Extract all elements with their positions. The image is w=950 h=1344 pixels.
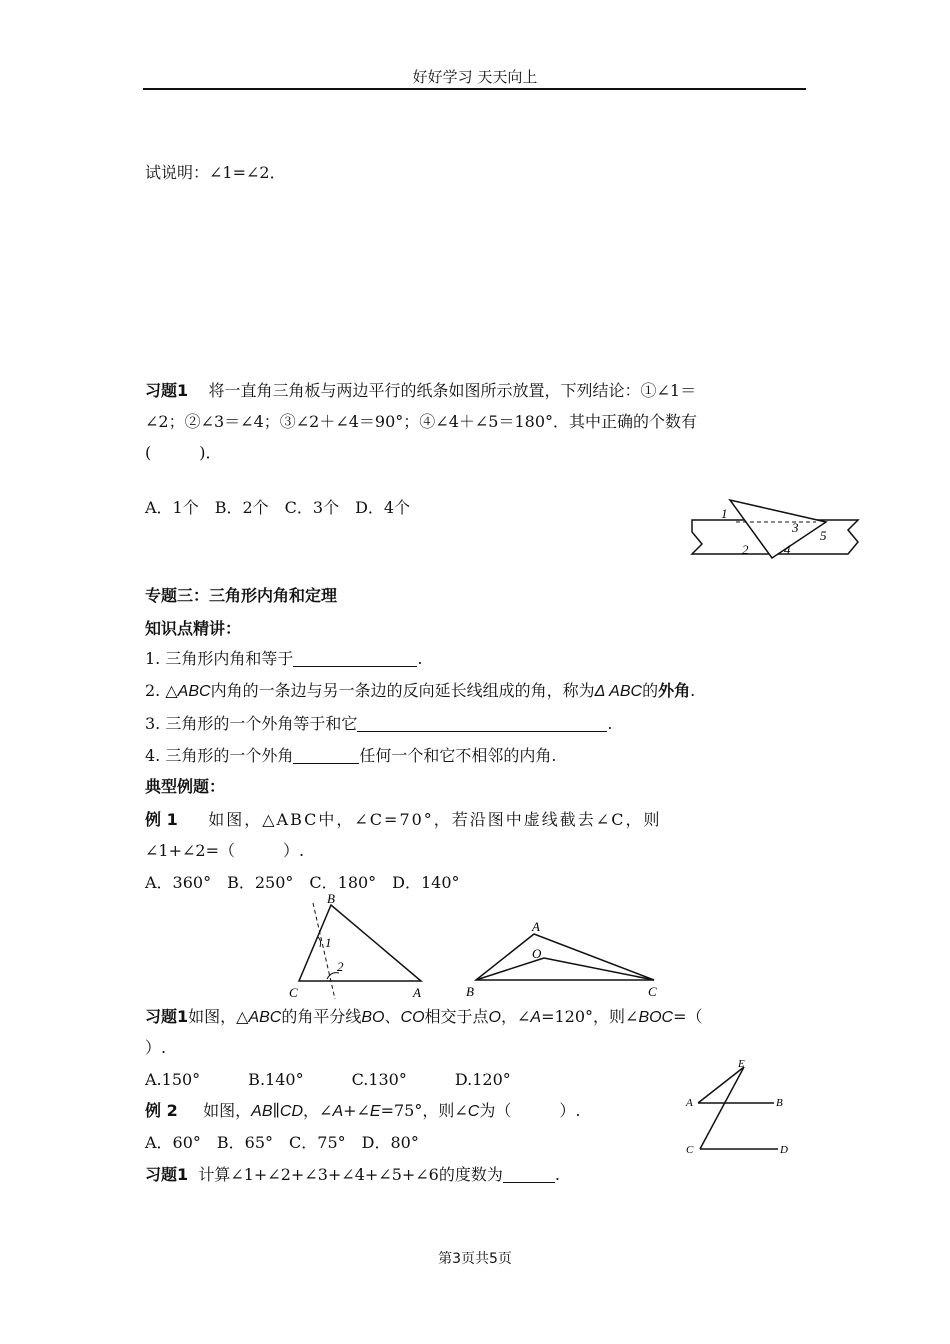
exercise1b-label: 习题1 xyxy=(145,1007,189,1026)
ex2-cd: CD xyxy=(279,1103,304,1120)
header-rule xyxy=(143,88,806,90)
ex1b-bo: BO xyxy=(361,1009,385,1026)
knowledge-point-3 xyxy=(145,713,612,735)
knowledge-point-4 xyxy=(145,745,556,767)
kp1-end: . xyxy=(417,649,423,668)
ex1b-b: 的角平分线 xyxy=(281,1007,362,1026)
kp3-end: . xyxy=(607,714,613,733)
fig-ex1b-B: B xyxy=(466,984,474,999)
ex1b-o: O xyxy=(488,1009,501,1026)
fig-ex1b-C: C xyxy=(648,984,657,999)
kp2-c: 的 xyxy=(642,681,659,700)
exercise1-options: A．1个 B．2个 C．3个 D．4个 xyxy=(145,498,411,517)
fig-ex1-angle2: 2 xyxy=(337,959,344,974)
fig-ex1-label-5: 5 xyxy=(820,528,827,543)
fig-ex1b-O: O xyxy=(532,946,542,961)
knowledge-point-2 xyxy=(145,680,695,703)
fig-ex1-B: B xyxy=(327,893,335,906)
bisector-triangle-figure xyxy=(460,918,670,1000)
ex2-e: E xyxy=(369,1103,381,1120)
ex1b-d: ，∠ xyxy=(500,1007,531,1026)
ex1b-sep: 、 xyxy=(384,1007,401,1026)
exercise1c-line xyxy=(145,1164,560,1186)
fig-ex1-label-2: 2 xyxy=(742,542,749,557)
exercise1c-blank xyxy=(503,1166,555,1183)
example2-label: 例 2 xyxy=(145,1101,178,1120)
example1-line2: ∠1+∠2=（ ）. xyxy=(145,841,305,860)
parallel-lines-figure xyxy=(682,1055,802,1157)
kp3-text: 3. 三角形的一个外角等于和它 xyxy=(145,714,358,733)
kp4-a: 4. 三角形的一个外角 xyxy=(145,746,294,765)
ex2-c: =75°，则∠ xyxy=(380,1101,468,1120)
kp2-bold: 外角 xyxy=(658,681,691,700)
ex1b-aa: A xyxy=(530,1009,542,1026)
ex2-b: ，∠ xyxy=(303,1101,333,1120)
knowledge-title: 知识点精讲： xyxy=(145,619,242,638)
ruler-triangle-figure xyxy=(688,498,868,562)
fig-ex1-angle1: 1 xyxy=(325,935,332,950)
kp1-blank xyxy=(293,650,417,667)
ex2-plus: +∠ xyxy=(343,1101,370,1120)
kp2-abc: ABC xyxy=(177,683,211,700)
fig-ex1-label-3: 3 xyxy=(792,520,799,535)
example1-text1: 如图，△ABC中，∠C=70°，若沿图中虚线截去∠C，则 xyxy=(208,810,662,829)
example1-label: 例 1 xyxy=(145,810,178,829)
ex1b-co: CO xyxy=(400,1009,425,1026)
fig-ex2-E: E xyxy=(738,1058,745,1070)
page-header: 好好学习 天天向上 xyxy=(412,68,538,86)
ex1b-f: =（ xyxy=(673,1007,703,1026)
ex1b-e: =120°，则∠ xyxy=(541,1007,639,1026)
ex1b-abc: ABC xyxy=(248,1009,282,1026)
exercise1-text1: 将一直角三角板与两边平行的纸条如图所示放置，下列结论：①∠1＝ xyxy=(208,381,697,400)
exercise1-line3: ( )． xyxy=(145,443,222,462)
fig-ex1b-A: A xyxy=(532,919,540,934)
kp2-end: . xyxy=(690,681,696,700)
proof-prompt: 试说明：∠1=∠2． xyxy=(145,163,286,182)
exercise1b-options: A.150° B.140° C.130° D.120° xyxy=(145,1070,511,1089)
kp4-blank xyxy=(293,747,359,764)
exercise1b-line1 xyxy=(145,1006,703,1029)
ex2-aa: A xyxy=(332,1103,344,1120)
exercise1c-end: . xyxy=(554,1165,560,1184)
exercise1c-label: 习题1 xyxy=(145,1165,189,1184)
fig-ex1-A: A xyxy=(413,985,421,1000)
ex2-cc: C xyxy=(467,1103,480,1120)
fig-ex1-C: C xyxy=(289,985,298,1000)
kp3-blank xyxy=(357,715,607,732)
fig-ex2-B: B xyxy=(776,1097,783,1109)
example2-options: A．60° B．65° C．75° D．80° xyxy=(145,1133,419,1152)
exercise1c-text: 计算∠1+∠2+∠3+∠4+∠5+∠6的度数为 xyxy=(198,1165,503,1184)
topic3-title: 专题三：三角形内角和定理 xyxy=(145,586,338,605)
example2-line1 xyxy=(145,1100,580,1123)
example1-options: A．360° B．250° C．180° D．140° xyxy=(145,873,460,892)
fig-ex1-label-4: 4 xyxy=(784,542,791,557)
ex1b-boc: BOC xyxy=(638,1009,674,1026)
kp2-b: 内角的一条边与另一条边的反向延长线组成的角，称为 xyxy=(210,681,595,700)
kp1-text: 1. 三角形内角和等于 xyxy=(145,649,294,668)
page-footer: 第3页共5页 xyxy=(438,1251,512,1267)
fig-ex2-A: A xyxy=(686,1097,693,1109)
ex2-a: 如图， xyxy=(203,1101,252,1120)
ex1b-a: 如图，△ xyxy=(188,1007,249,1026)
example1-line1 xyxy=(145,809,661,831)
triangle-cut-figure xyxy=(285,893,435,1001)
fig-ex2-D: D xyxy=(780,1144,788,1156)
ex2-par: ∥ xyxy=(272,1101,280,1120)
exercise1-line1 xyxy=(145,380,696,402)
exercise1-line2: ∠2；②∠3＝∠4；③∠2＋∠4＝90°；④∠4＋∠5＝180°．其中正确的个数有 xyxy=(145,412,698,431)
kp2-a: 2. △ xyxy=(145,681,178,700)
fig-ex2-C: C xyxy=(686,1144,694,1156)
exercise1-label: 习题1 xyxy=(145,381,189,400)
fig-ex1-label-1: 1 xyxy=(721,506,728,521)
kp4-b: 任何一个和它不相邻的内角. xyxy=(359,746,557,765)
examples-title: 典型例题： xyxy=(145,777,226,796)
exercise1b-line2: ）. xyxy=(145,1038,167,1057)
knowledge-point-1 xyxy=(145,648,422,670)
ex1b-c: 相交于点 xyxy=(424,1007,489,1026)
ex2-d: 为（ ）. xyxy=(479,1101,581,1120)
kp2-delta: Δ ABC xyxy=(594,683,643,700)
ex2-ab: AB xyxy=(251,1103,273,1120)
